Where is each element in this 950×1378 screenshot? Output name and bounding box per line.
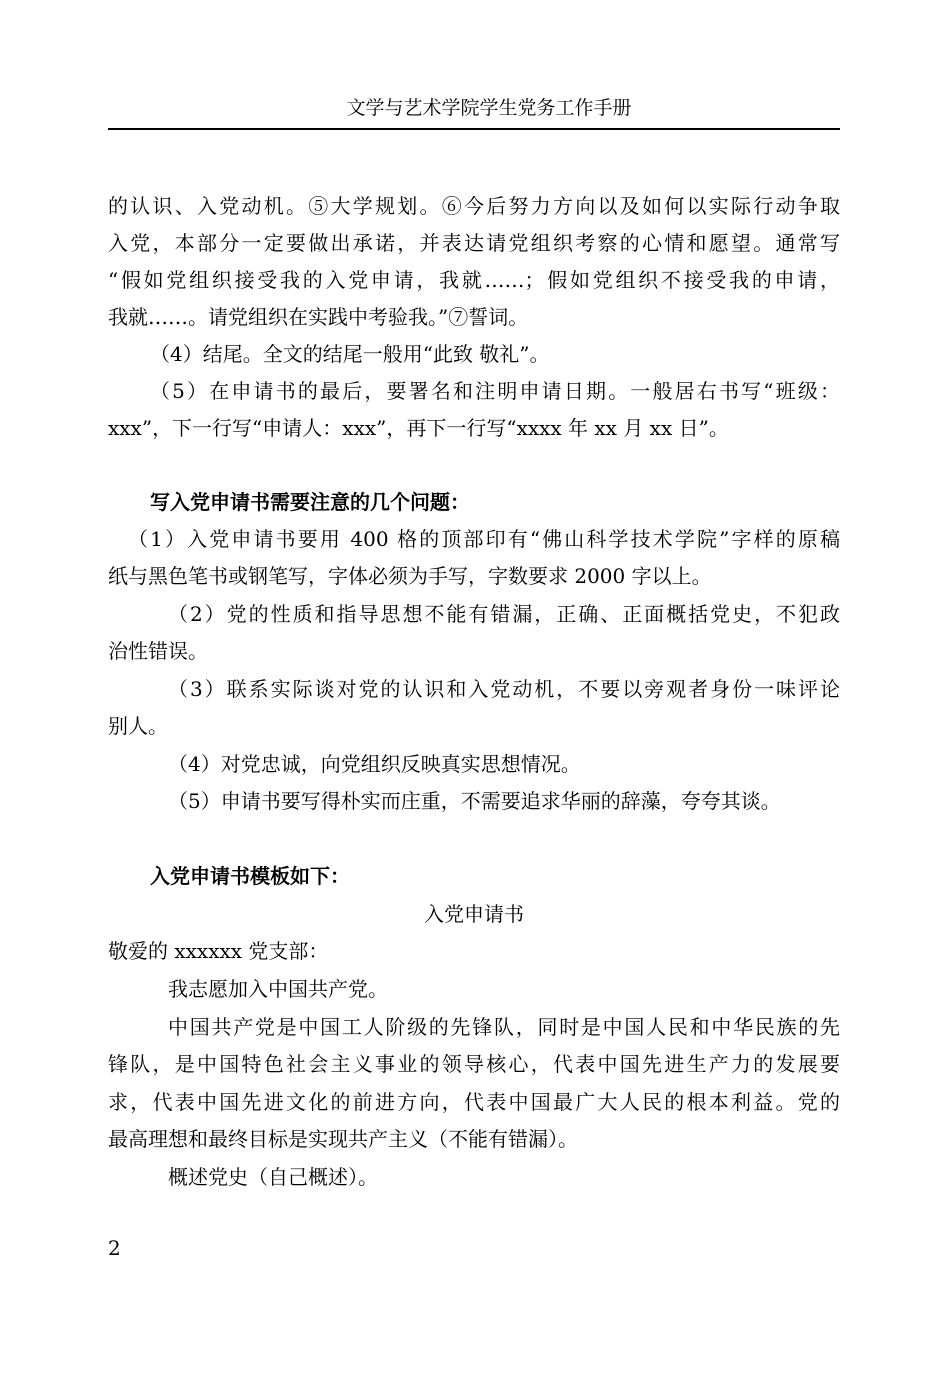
paragraph-line: 锋队，是中国特色社会主义事业的领导核心，代表中国先进生产力的发展要 [108,1052,840,1076]
template-paragraph: 概述党史（自己概述）。 [168,1165,378,1189]
template-salutation: 敬爱的 xxxxxx 党支部： [108,939,329,963]
paragraph-line: “假如党组织接受我的入党申请，我就……；假如党组织不接受我的申请， [108,268,840,292]
template-paragraph: 中国共产党是中国工人阶级的先锋队，同时是中国人民和中华民族的先 [168,1015,840,1039]
section-heading-notes: 写入党申请书需要注意的几个问题： [150,490,470,514]
paragraph-line: 纸与黑色笔书或钢笔写，字体必须为手写，字数要求 2000 字以上。 [108,564,712,588]
list-item: （2）党的性质和指导思想不能有错漏，正确、正面概括党史，不犯政 [168,602,840,626]
page-number: 2 [108,1236,121,1260]
running-header [108,96,840,130]
paragraph-line: 治性错误。 [108,639,208,663]
list-item: （4）对党忠诚，向党组织反映真实思想情况。 [168,752,581,776]
list-item: （5）申请书要写得朴实而庄重，不需要追求华丽的辞藻，夸夸其谈。 [168,789,781,813]
paragraph-line: 最高理想和最终目标是实现共产主义（不能有错漏）。 [108,1127,578,1151]
list-item-ending: （4）结尾。全文的结尾一般用“此致 敬礼”。 [150,342,550,366]
list-item: （1）入党申请书要用 400 格的顶部印有“佛山科学技术学院”字样的原稿 [128,527,840,551]
paragraph-line: 别人。 [108,714,168,738]
template-title: 入党申请书 [424,902,524,926]
list-item: （3）联系实际谈对党的认识和入党动机，不要以旁观者身份一味评论 [168,677,840,701]
paragraph-line: xxx”，下一行写“申请人：xxx”，再下一行写“xxxx 年 xx 月 xx 日”。 [108,416,729,440]
template-paragraph: 我志愿加入中国共产党。 [168,977,388,1001]
list-item-signature: （5）在申请书的最后，要署名和注明申请日期。一般居右书写“班级： [150,379,840,403]
paragraph-line: 入党，本部分一定要做出承诺，并表达请党组织考察的心情和愿望。通常写 [108,231,840,255]
paragraph-line: 求，代表中国先进文化的前进方向，代表中国最广大人民的根本利益。党的 [108,1090,840,1114]
paragraph-line: 的认识、入党动机。⑤大学规划。⑥今后努力方向以及如何以实际行动争取 [108,194,840,218]
section-heading-template: 入党申请书模板如下： [150,864,350,888]
header-title: 文学与艺术学院学生党务工作手册 [346,97,632,119]
paragraph-line: 我就……。请党组织在实践中考验我。”⑦誓词。 [108,305,529,329]
